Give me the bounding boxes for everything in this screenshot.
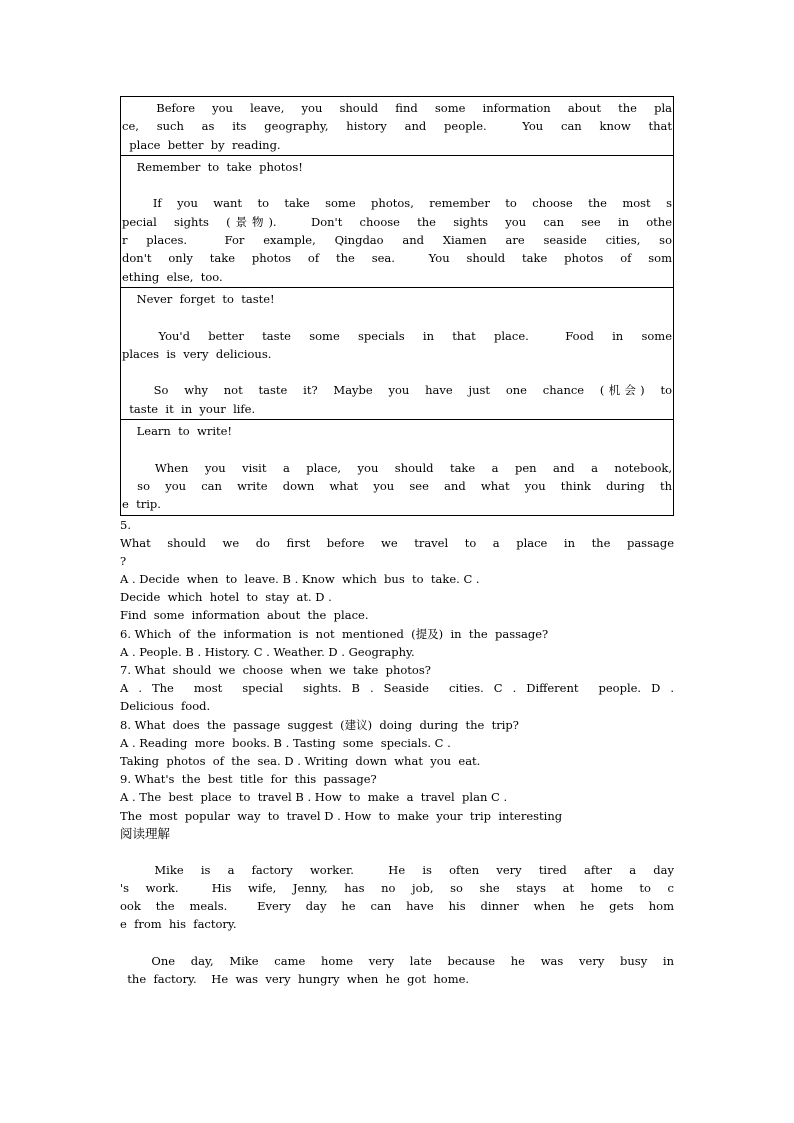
passage-line: One day, Mike came home very late because he was very busy in [120,953,674,968]
cell-text-line: e trip. [122,497,161,512]
question-line: 8. What does the passage suggest (建议) doing during the trip? [120,717,519,732]
question-line: 7. What should we choose when we take photos? [120,663,431,678]
cell-text-line: so you can write down what you see and what you think during th [122,478,672,493]
cell-text-line: place better by reading. [122,137,281,152]
cell-text-line [122,363,672,381]
cell-text-line [122,176,672,194]
passage-line: Mike is a factory worker. He is often very tired after a day [120,862,674,877]
question-line: A . People. B . History. C . Weather. D . Geography. [120,644,415,659]
cell-text-line: Learn to write! [122,424,233,439]
question-line: A . Decide when to leave. B . Know which bus to take. C . [120,572,480,587]
question-line: 5. [120,517,131,532]
question-line: Find some information about the place. [120,608,369,623]
question-line: Taking photos of the sea. D . Writing down what you eat. [120,753,481,768]
passage-line: e from his factory. [120,917,237,932]
table-cell [121,155,674,287]
cell-text-line: places is very delicious. [122,346,272,361]
question-line: A . The best place to travel B . How to make a travel plan C . [120,790,508,805]
table-row [121,155,674,287]
cell-text-line: pecial sights (景物). Don't choose the sights you can see in othe [122,214,672,229]
passage-line: 's work. His wife, Jenny, has no job, so she stays at home to c [120,881,674,896]
cell-text-line: Remember to take photos! [122,159,303,174]
document-page [120,96,674,988]
cell-text-line: If you want to take some photos, remember to choose the most s [122,196,672,211]
table-cell [121,287,674,419]
questions-section [120,516,674,825]
passage-line [120,934,674,952]
question-line: Decide which hotel to stay at. D . [120,590,332,605]
cell-text-line: taste it in your life. [122,401,256,416]
question-line: A . Reading more books. B . Tasting some specials. C . [120,735,451,750]
table-cell [121,97,674,156]
question-line: ? [120,553,127,568]
passage-line [120,843,674,861]
reading-passage [120,843,674,989]
passage-line: the factory. He was very hungry when he got home. [120,972,470,987]
table-row [121,97,674,156]
question-line: A . The most special sights. B . Seaside cities. C . Different people. D . [120,681,674,696]
question-line: What should we do first before we travel to a place in the passage [120,535,674,550]
cell-text-line [122,440,672,458]
cell-text-line: don't only take photos of the sea. You should take photos of som [122,251,672,266]
passage-line: ook the meals. Every day he can have his dinner when he gets hom [120,899,674,914]
cell-text-line: You'd better taste some specials in that place. Food in some [122,328,672,343]
cell-text-line: Before you leave, you should find some information about the pla [122,101,672,115]
passage-table [120,96,674,516]
cell-text-line: r places. For example, Qingdao and Xiamen are seaside cities, so [122,233,672,248]
cell-text-line: When you visit a place, you should take a pen and a notebook, [122,460,672,475]
question-line: 6. Which of the information is not mentioned (提及) in the passage? [120,626,549,641]
cell-text-line: ce, such as its geography, history and people. You can know that [122,119,672,134]
table-row [121,420,674,515]
cell-text-line: ething else, too. [122,269,223,284]
question-line: Delicious food. [120,699,211,714]
section-heading: 阅读理解 [120,825,171,841]
cell-text-line: Never forget to taste! [122,291,275,306]
cell-text-line [122,308,672,326]
cell-text-line: So why not taste it? Maybe you have just one chance (机会) to [122,383,672,398]
question-line: The most popular way to travel D . How to make your trip interesting [120,808,563,823]
table-cell [121,420,674,515]
question-line: 9. What's the best title for this passage? [120,772,377,787]
table-row [121,287,674,419]
